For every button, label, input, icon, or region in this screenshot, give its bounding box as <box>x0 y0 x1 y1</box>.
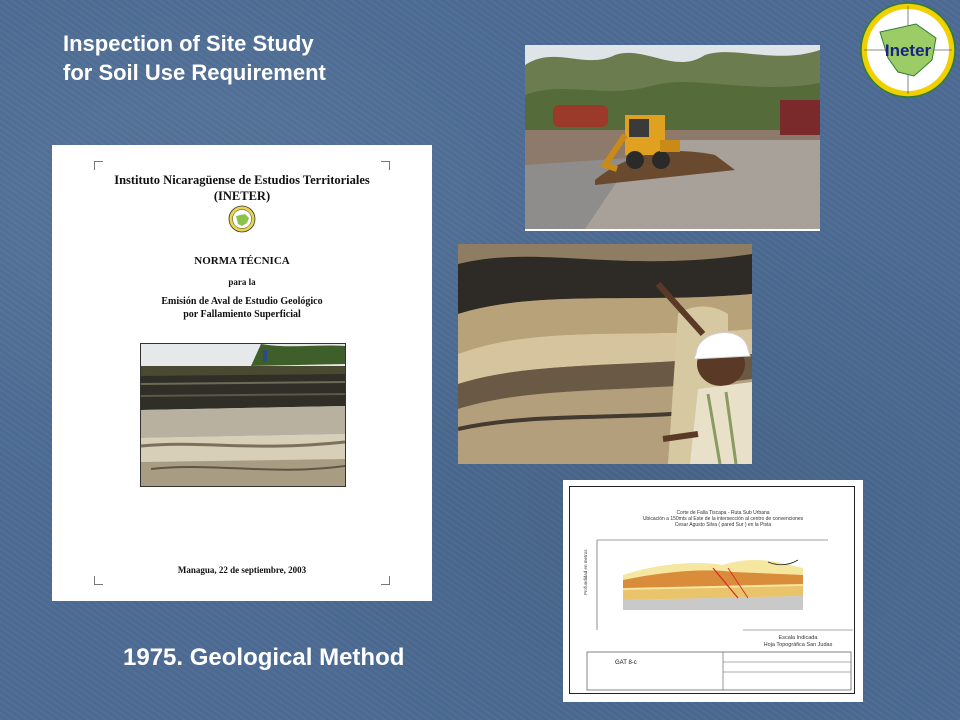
slide-caption: 1975. Geological Method <box>123 644 405 671</box>
document-para: para la <box>228 277 256 287</box>
drawing-title-line-2: Ubicación a 150mts al Este de la intersección al centro de convenciones <box>642 516 804 522</box>
document-institute-acronym: (INETER) <box>213 189 271 203</box>
corner-mark <box>381 161 390 170</box>
drawing-sheet-label: Hoja Topográfica San Judas <box>763 642 833 648</box>
logo-text: Ineter <box>884 41 932 60</box>
document-cover <box>52 145 432 601</box>
cross-section-figure <box>563 480 863 702</box>
corner-mark <box>94 576 103 585</box>
document-date: Managua, 22 de septiembre, 2003 <box>177 565 307 575</box>
document-institute-name: Instituto Nicaragüense de Estudios Territoriales <box>114 173 370 187</box>
drawing-title-line-1: Corte de Falla Tiscapa - Ruta Sub Urbana <box>676 510 770 516</box>
document-subject-line-1: Emisión de Aval de Estudio Geológico <box>161 296 323 307</box>
slide-title-line-1: Inspection of Site Study <box>63 31 314 56</box>
drawing-title-line-3: Cesar Agusto Silva ( pared Sur ) en la Pista <box>674 522 772 528</box>
slide-title <box>63 29 326 87</box>
outcrop-photo <box>140 343 346 487</box>
cross-section-drawing <box>563 480 863 702</box>
slide-title-line-2: for Soil Use Requirement <box>63 60 326 85</box>
document-heading: NORMA TÉCNICA <box>194 255 290 267</box>
ineter-logo <box>858 0 958 100</box>
drawing-code: GAT 8-c <box>615 660 637 666</box>
excavator-photo <box>525 45 820 231</box>
drawing-y-axis-label: Profundidad en metros <box>583 549 588 595</box>
drawing-scale-label: Escala Indicada <box>778 635 818 641</box>
corner-mark <box>381 576 390 585</box>
corner-mark <box>94 161 103 170</box>
document-subject-line-2: por Fallamiento Superficial <box>183 309 301 320</box>
document-emblem-icon <box>228 205 256 233</box>
trench-inspection-photo <box>458 244 752 464</box>
